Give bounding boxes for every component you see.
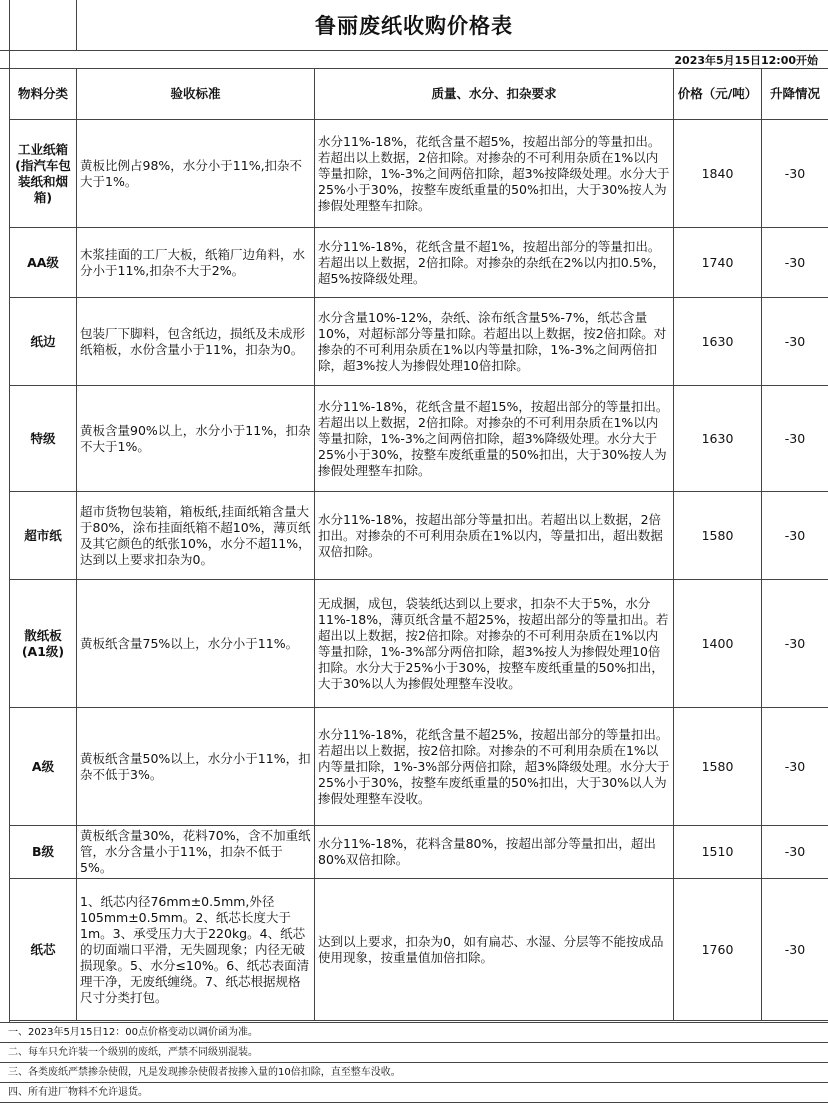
note-line: 一、2023年5月15日12：00点价格变动以调价函为准。	[0, 1022, 828, 1043]
change-cell: -30	[762, 580, 828, 708]
change-cell: -30	[762, 386, 828, 492]
table-row	[10, 826, 828, 879]
change-cell: -30	[762, 120, 828, 228]
table-header-row	[10, 69, 828, 120]
header-category: 物料分类	[10, 69, 77, 120]
note-line: 四、所有进厂物料不允许退货。	[0, 1083, 828, 1103]
table-row	[10, 708, 828, 826]
price-cell: 1580	[674, 708, 762, 826]
price-cell: 1840	[674, 120, 762, 228]
change-cell: -30	[762, 298, 828, 386]
price-table	[9, 68, 828, 1021]
requirements-cell: 水分11%-18%，按超出部分等量扣出。若超出以上数据，2倍扣出。对掺杂的不可利用杂质在1%以内，等量扣出，超出数据双倍扣除。	[315, 492, 674, 580]
header-requirements: 质量、水分、扣杂要求	[315, 69, 674, 120]
effective-date: 2023年5月15日12:00开始	[674, 52, 818, 68]
category-cell: 工业纸箱(指汽车包装纸和烟箱)	[10, 120, 77, 228]
title-row	[0, 0, 828, 51]
header-standard: 验收标准	[77, 69, 315, 120]
requirements-cell: 无成捆，成包，袋装纸达到以上要求，扣杂不大于5%，水分11%-18%，薄页纸含量不超25%，按超出部分的等量扣出。若超出以上数据，按2倍扣除。对掺杂的不可利用杂质在1%以内等量扣除，1%-3%部分两倍扣除，超3%按人为掺假处理10倍扣除。水分大于25%小于30%，按整车废纸重量的50%扣出，大于30%以人为掺假处理整车没收。	[315, 580, 674, 708]
price-cell: 1580	[674, 492, 762, 580]
change-cell: -30	[762, 228, 828, 298]
table-row	[10, 386, 828, 492]
requirements-cell: 水分11%-18%，花纸含量不超25%，按超出部分的等量扣出。若超出以上数据，按2倍扣除。对掺杂的不可利用杂质在1%以内等量扣除，1%-3%部分两倍扣除，超3%降级处理。水分大于25%小于30%，按整车废纸重量的50%扣出，大于30%以人为掺假处理整车没收。	[315, 708, 674, 826]
category-cell: 散纸板(A1级)	[10, 580, 77, 708]
table-row	[10, 120, 828, 228]
notes-section	[0, 1022, 828, 1103]
requirements-cell: 水分11%-18%，花纸含量不超5%，按超出部分的等量扣出。若超出以上数据，2倍扣除。对掺杂的不可利用杂质在1%以内等量扣除，1%-3%之间两倍扣除，超3%按降级处理。水分大于25%小于30%，按整车废纸重量的50%扣出，大于30%按人为掺假处理整车扣除。	[315, 120, 674, 228]
price-cell: 1630	[674, 386, 762, 492]
requirements-cell: 达到以上要求，扣杂为0，如有扁芯、水湿、分层等不能按成品使用现象，按重量值加倍扣除。	[315, 879, 674, 1021]
standard-cell: 黄板纸含量50%以上，水分小于11%，扣杂不低于3%。	[77, 708, 315, 826]
price-cell: 1630	[674, 298, 762, 386]
header-change: 升降情况	[762, 69, 828, 120]
price-cell: 1740	[674, 228, 762, 298]
standard-cell: 黄板含量90%以上，水分小于11%，扣杂不大于1%。	[77, 386, 315, 492]
table-row	[10, 580, 828, 708]
price-cell: 1510	[674, 826, 762, 879]
category-cell: AA级	[10, 228, 77, 298]
table-row	[10, 492, 828, 580]
price-cell: 1400	[674, 580, 762, 708]
change-cell: -30	[762, 492, 828, 580]
category-cell: 超市纸	[10, 492, 77, 580]
date-row	[0, 50, 828, 69]
table-row	[10, 298, 828, 386]
standard-cell: 1、纸芯内径76mm±0.5mm,外径105mm±0.5mm。2、纸芯长度大于1m。3、承受压力大于220kg。4、纸芯的切面端口平滑，无失圆现象；内径无破损现象。5、水分≤10%。6、纸芯表面清理干净，无废纸缠绕。7、纸芯根据规格尺寸分类打包。	[77, 879, 315, 1021]
header-price: 价格（元/吨）	[674, 69, 762, 120]
requirements-cell: 水分11%-18%，花纸含量不超1%，按超出部分的等量扣出。若超出以上数据，2倍扣除。对掺杂的杂纸在2%以内扣0.5%，超5%按降级处理。	[315, 228, 674, 298]
price-cell: 1760	[674, 879, 762, 1021]
standard-cell: 超市货物包装箱，箱板纸,挂面纸箱含量大于80%，涂布挂面纸箱不超10%，薄页纸及其它颜色的纸张10%，水分不超11%，达到以上要求扣杂为0。	[77, 492, 315, 580]
standard-cell: 包装厂下脚料，包含纸边，损纸及未成形纸箱板，水份含量小于11%，扣杂为0。	[77, 298, 315, 386]
note-line: 三、各类废纸严禁掺杂使假，凡是发现掺杂使假者按掺入量的10倍扣除，直至整车没收。	[0, 1063, 828, 1083]
standard-cell: 木浆挂面的工厂大板，纸箱厂边角料，水分小于11%,扣杂不大于2%。	[77, 228, 315, 298]
change-cell: -30	[762, 879, 828, 1021]
table-row	[10, 879, 828, 1021]
standard-cell: 黄板纸含量30%，花料70%，含不加重纸管，水分含量小于11%，扣杂不低于5%。	[77, 826, 315, 879]
change-cell: -30	[762, 708, 828, 826]
category-cell: 纸边	[10, 298, 77, 386]
note-line: 二、每车只允许装一个级别的废纸，严禁不同级别混装。	[0, 1043, 828, 1063]
page-title: 鲁丽废纸收购价格表	[0, 10, 828, 40]
category-cell: 特级	[10, 386, 77, 492]
change-cell: -30	[762, 826, 828, 879]
category-cell: A级	[10, 708, 77, 826]
category-cell: 纸芯	[10, 879, 77, 1021]
standard-cell: 黄板比例占98%，水分小于11%,扣杂不大于1%。	[77, 120, 315, 228]
table-row	[10, 228, 828, 298]
category-cell: B级	[10, 826, 77, 879]
requirements-cell: 水分11%-18%，花料含量80%，按超出部分等量扣出，超出80%双倍扣除。	[315, 826, 674, 879]
standard-cell: 黄板纸含量75%以上，水分小于11%。	[77, 580, 315, 708]
requirements-cell: 水分11%-18%，花纸含量不超15%，按超出部分的等量扣出。若超出以上数据，2倍扣除。对掺杂的不可利用杂质在1%以内等量扣除，1%-3%之间两倍扣除，超3%降级处理。水分大于25%小于30%，按整车废纸重量的50%扣出，大于30%按人为掺假处理整车扣除。	[315, 386, 674, 492]
requirements-cell: 水分含量10%-12%，杂纸、涂布纸含量5%-7%，纸芯含量10%，对超标部分等量扣除。若超出以上数据，按2倍扣除。对掺杂的不可利用杂质在1%以内等量扣除，1%-3%之间两倍扣除，超3%按人为掺假处理10倍扣除。	[315, 298, 674, 386]
